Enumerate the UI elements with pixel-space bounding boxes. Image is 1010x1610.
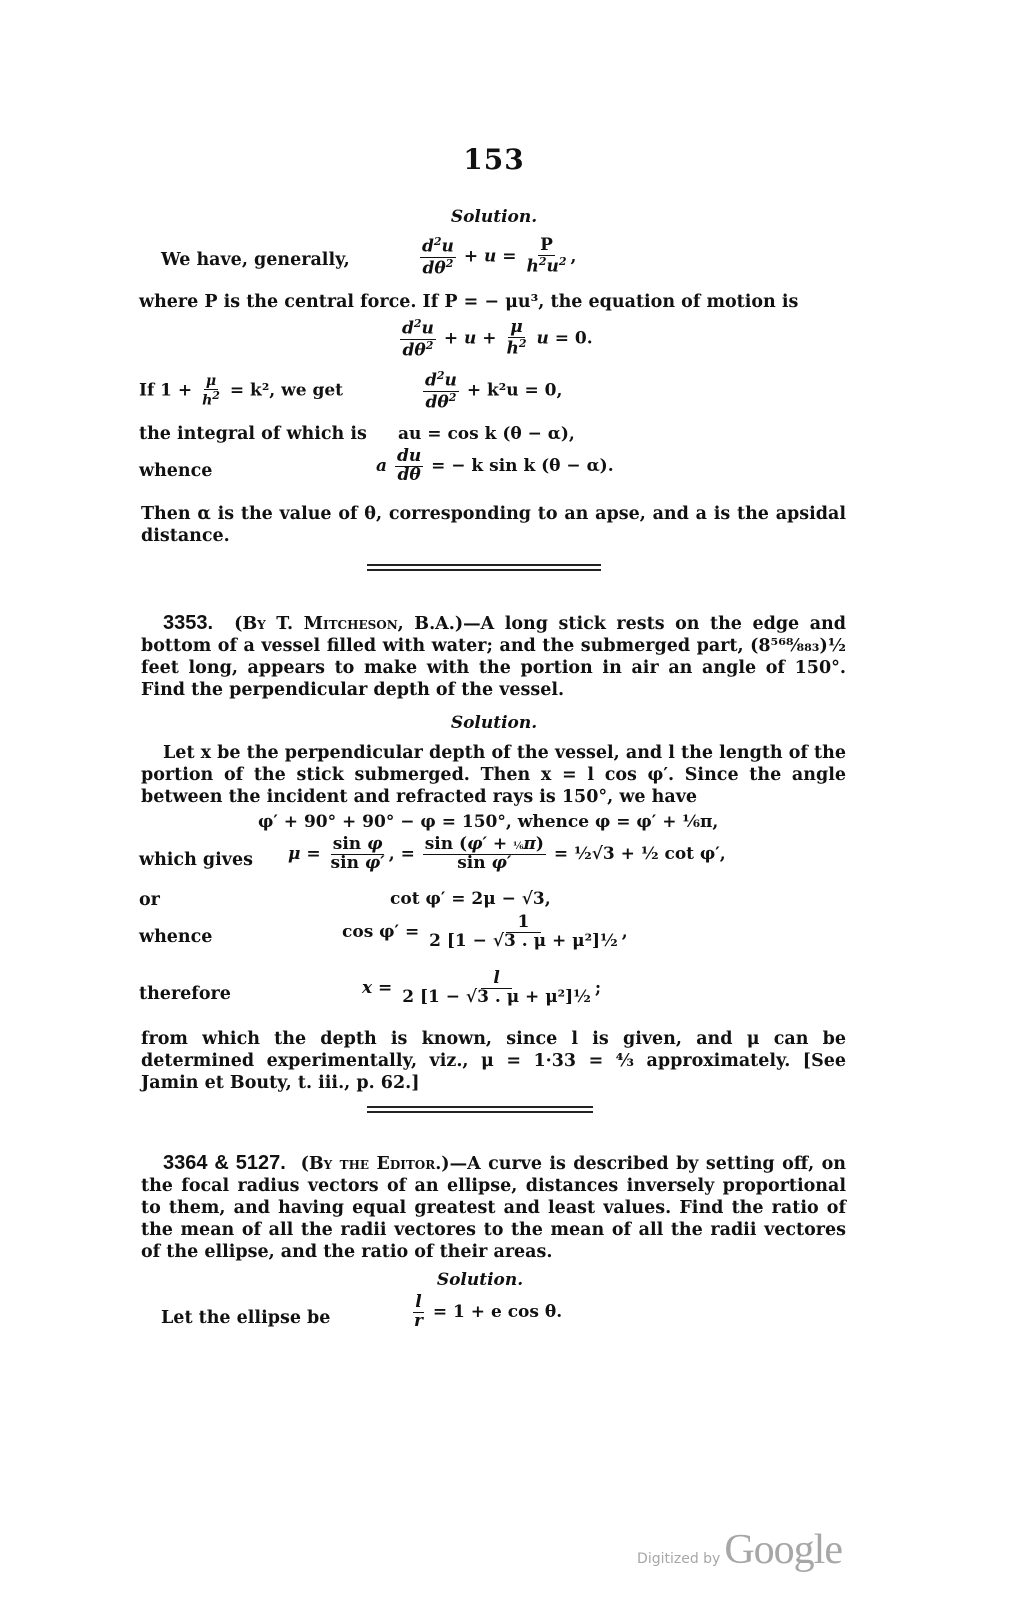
eq-numerator: l [415, 1292, 422, 1312]
equation-refractive-index: μ = $\frac{\text{sin φ}}{\text{sin φ′}}$ , = $\frac{\text{sin (φ′ + ⅙π)}}{\text{sin φ′}}$ = ½√3 + ½ cot φ′, [288, 834, 726, 873]
page-number: 153 [463, 143, 525, 176]
equation-k-form: $\frac{d^2u}{d\theta^2}$ + k²u = 0, [425, 369, 563, 413]
eq-tail: + k²u = 0, [466, 380, 563, 401]
label-start: If 1 + [139, 380, 193, 401]
eq-tail: = ½√3 + ½ cot φ′, [553, 843, 726, 864]
k-substitution-label: If 1 + $\frac{\mu}{h^2}$ = k², we get [139, 373, 344, 409]
label-end: = k², we get [229, 380, 344, 401]
equation-cos: cos φ′ = $\frac{1}{\text{2 [1 − √3 . μ + μ²]½}}$ , [342, 912, 628, 951]
equation-integral: au = cos k (θ − α), [398, 424, 575, 444]
whence-label-2: whence [139, 927, 213, 947]
solution-3353-intro: Let x be the perpendicular depth of the vessel, and l the length of the portion of the stick submerged. Then x = l cos φ′. Since the angle between the incident and refracted rays is 150°, we have [141, 743, 846, 807]
eq-lhs: x = [362, 977, 393, 998]
solution-heading-3364: Solution. [436, 1270, 524, 1290]
whence-label: whence [139, 461, 213, 481]
central-force-sentence: where P is the central force. If P = − μu³, the equation of motion is [139, 292, 799, 312]
eq-numerator: 1 [506, 914, 542, 933]
eq-tail: = 0. [554, 328, 593, 349]
problem-3364-statement [141, 1152, 846, 1263]
eq-denominator: 2 [1 − √3 . μ + μ²]½ [429, 930, 618, 951]
eq-tail: = − k sin k (θ − α). [431, 455, 614, 476]
problem-3353-statement [141, 612, 846, 701]
equation-derivative: a $\frac{du}{d\theta}$ = − k sin k (θ − α). [376, 446, 614, 485]
solution-heading-1: Solution. [450, 207, 538, 227]
problem-author: (By T. Mitcheson, B.A.) [234, 614, 464, 634]
solution-heading-3353: Solution. [450, 713, 538, 733]
apse-conclusion: Then α is the value of θ, corresponding to an apse, and a is the apsidal distance. [141, 504, 846, 546]
eq-lhs: cos φ′ = [342, 921, 420, 942]
equation-general-motion: $\frac{d^2u}{d\theta^2}$ + u = $\frac{P}{h^2u^2}$ , [422, 235, 577, 279]
eq-denominator: 2 [1 − √3 . μ + μ²]½ [402, 986, 591, 1007]
section-divider-2 [367, 1106, 593, 1113]
eq-denominator: r [414, 1310, 423, 1331]
problem-text: —A curve is described by setting off, on the focal radius vectors of an ellipse, distances inversely proportional to them, and having equal greatest and least values. Find the ratio of the mean of all the radii vectores to the mean of all the radii vectores of the ellipse, and the ratio of their areas. [141, 1154, 847, 1262]
problem-author: (By the Editor.) [300, 1154, 450, 1174]
equation-cot: cot φ′ = 2μ − √3, [390, 889, 551, 909]
problem-number: 3364 & 5127. [163, 1152, 286, 1174]
equation-ellipse [410, 1294, 562, 1331]
section-divider [367, 564, 601, 571]
google-logo: Google [724, 1527, 842, 1573]
let-ellipse-label: Let the ellipse be [161, 1308, 331, 1328]
watermark-prefix: Digitized by [637, 1551, 721, 1567]
which-gives-label: which gives [139, 850, 253, 870]
eq-numerator: l [481, 970, 511, 989]
problem-text: —A long stick rests on the edge and bottom of a vessel filled with water; and the submerged part, (8⁵⁶⁸⁄₈₈₃)½ feet long, appears to make with the portion in air an angle of 150°. Find the perpendicular depth of the vessel. [141, 614, 847, 700]
solution-3353-conclusion: from which the depth is known, since l is given, and μ can be determined experimentally, viz., μ = 1·33 = ⁴⁄₃ approximately. [See Jamin et Bouty, t. iii., p. 62.] [141, 1029, 846, 1093]
equation-of-motion: $\frac{d^2u}{d\theta^2}$ + u + $\frac{\mu}{h^2}$ u = 0. [402, 317, 593, 361]
therefore-label: therefore [139, 984, 231, 1004]
eq-tail: = 1 + e cos θ. [432, 1301, 563, 1322]
we-have-generally-label: We have, generally, [161, 250, 350, 270]
or-label: or [139, 890, 160, 910]
equation-angle-sum: φ′ + 90° + 90° − φ = 150°, whence φ = φ′ + ⅙π, [258, 812, 719, 832]
problem-number: 3353. [163, 612, 214, 634]
equation-depth: x = $\frac{l}{\text{2 [1 − √3 . μ + μ²]½}}$ ; [362, 968, 602, 1007]
integral-label: the integral of which is [139, 424, 367, 444]
digitized-by-google-watermark [637, 1526, 842, 1574]
